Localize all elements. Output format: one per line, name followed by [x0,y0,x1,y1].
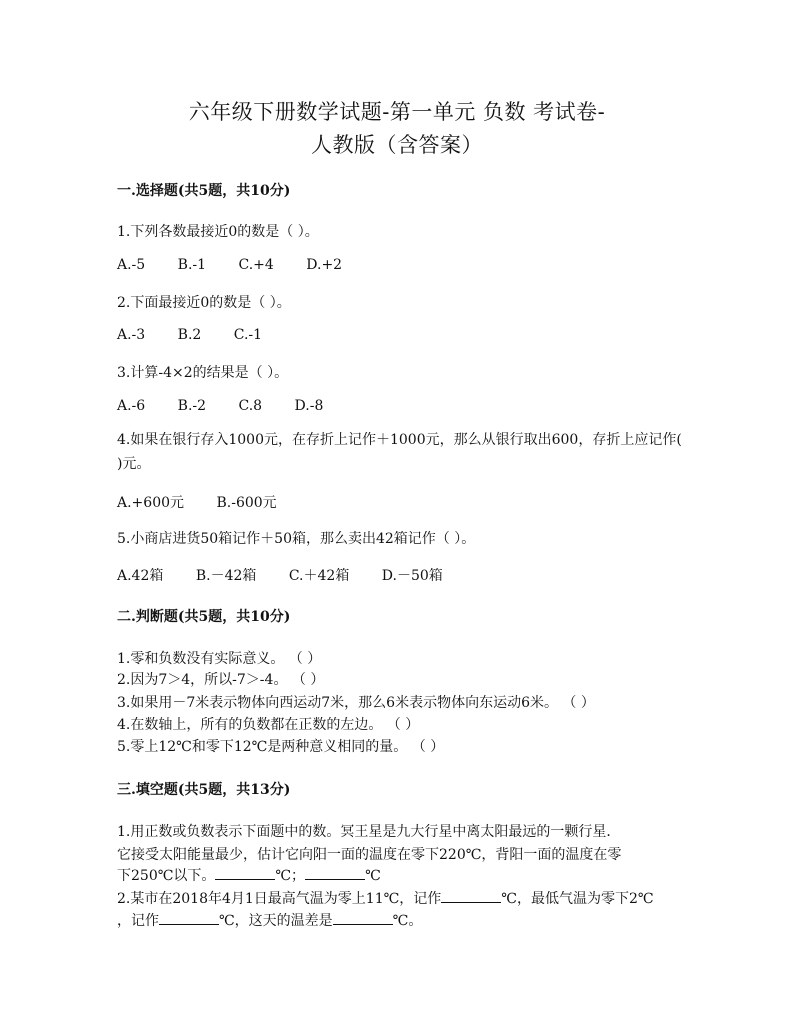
fill-question-1-line1: 1.用正数或负数表示下面题中的数。冥王星是九大行星中离太阳最远的一颗行星． [117,824,621,840]
fill-question-1-line3 [117,865,381,885]
judge-question-5: 5.零上12℃和零下12℃是两种意义相同的量。 （ ） [117,739,445,755]
section-heading-fill: 三.填空题(共5题，共13分) [117,782,291,798]
option: A.-6 [117,398,146,414]
option: C.＋42箱 [288,568,350,584]
fill-text: 2.某市在2018年4月1日最高气温为零上11℃，记作 [117,891,442,907]
answer-blank[interactable] [333,910,393,925]
fill-question-2-line1 [117,888,654,908]
option: A.42箱 [117,568,164,584]
choice-question-4: 4.如果在银行存入1000元，在存折上记作＋1000元，那么从银行取出600，存折上应记作( )元。 [117,432,682,472]
option: A.-5 [117,257,146,273]
fill-text: ，记作 [117,913,159,929]
choice-question-5: 5.小商店进货50箱记作＋50箱，那么卖出42箱记作（ ）。 [117,531,476,547]
option: A.+600元 [117,495,185,511]
answer-blank[interactable] [215,865,275,880]
option: C.8 [238,398,263,414]
option: A.-3 [117,327,146,343]
answer-blank[interactable] [159,910,219,925]
fill-question-1-line2: 它接受太阳能量最少，估计它向阳一面的温度在零下220℃，背阳一面的温度在零 [117,847,622,863]
option: B.2 [177,327,202,343]
section-heading-judge: 二.判断题(共5题，共10分) [117,609,291,625]
choice-question-3: 3.计算-4×2的结果是（ ）。 [117,365,289,381]
fill-unit: ℃； [275,868,306,884]
judge-question-1: 1.零和负数没有实际意义。 （ ） [117,651,322,667]
option: B.-2 [177,398,207,414]
option: D.－50箱 [381,568,443,584]
choice-options-3 [117,398,351,414]
page-title-line1: 六年级下册数学试题-第一单元 负数 考试卷- [188,100,606,124]
choice-options-2 [117,327,290,343]
page-title-line2: 人教版（含答案） [311,133,483,157]
fill-question-2-line2 [117,910,422,930]
judge-question-2: 2.因为7＞4，所以-7＞-4。 （ ） [117,672,325,688]
option: C.-1 [233,327,263,343]
section-heading-choice: 一.选择题(共5题，共10分) [117,183,291,199]
fill-text: ℃。 [392,913,423,929]
option: B.－42箱 [195,568,257,584]
answer-blank[interactable] [305,865,365,880]
fill-unit: ℃ [365,868,381,884]
option: B.-600元 [216,495,277,511]
judge-question-4: 4.在数轴上，所有的负数都在正数的左边。 （ ） [117,717,420,733]
answer-blank[interactable] [441,888,501,903]
option: D.+2 [306,257,343,273]
option: D.-8 [294,398,324,414]
choice-options-5 [117,565,471,585]
choice-question-2: 2.下面最接近0的数是（ ）。 [117,295,291,311]
option: C.+4 [238,257,274,273]
fill-text: ℃，这天的温差是 [219,913,333,929]
choice-options-1 [117,257,370,273]
fill-text: ℃，最低气温为零下2℃ [501,891,654,907]
judge-question-3: 3.如果用－7米表示物体向西运动7米，那么6米表示物体向东运动6米。 （ ） [117,695,595,711]
option: B.-1 [177,257,207,273]
choice-options-4 [117,492,305,512]
choice-question-1: 1.下列各数最接近0的数是（ ）。 [117,224,319,240]
fill-text: 下250℃以下。 [117,868,216,884]
